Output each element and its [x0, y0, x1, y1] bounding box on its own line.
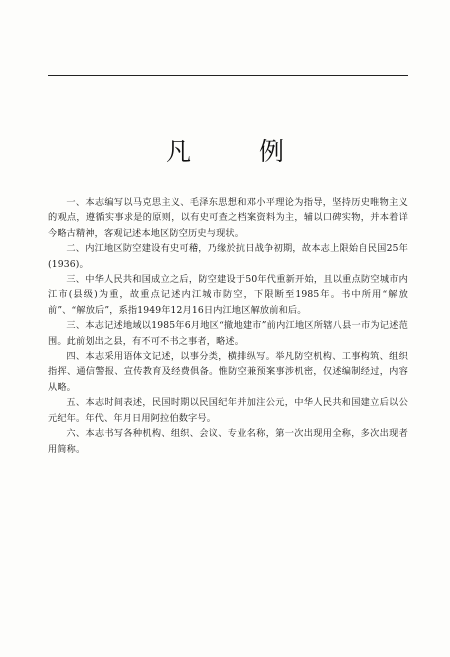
header-rule	[48, 75, 408, 76]
paragraph-3: 三、中华人民共和国成立之后，防空建设于50年代重新开始，且以重点防空城市内江市(县级)为重，故重点记述内江城市防空，下限断至1985年。书中所用“解放前”、“解放后”，系指1949年12月16日内江地区解放前和后。	[48, 274, 408, 316]
paragraph-7: 六、本志书写各种机构、组织、会议、专业名称，第一次出现用全称，多次出现者用简称。	[48, 428, 408, 455]
paragraph-2: 二、内江地区防空建设有史可稽，乃缘於抗日战争初期，故本志上限始自民国25年(1936)。	[48, 243, 408, 270]
paragraph-5: 四、本志采用语体文记述，以事分类，横排纵写。举凡防空机构、工事构筑、组织指挥、通信警报、宣传教育及经费俱备。惟防空兼预案事涉机密，仅述编制经过，内容从略。	[48, 351, 408, 393]
body-text	[48, 195, 408, 457]
page-title: 凡 例	[166, 137, 314, 166]
paragraph-1: 一、本志编写以马克思主义、毛泽东思想和邓小平理论为指导，坚持历史唯物主义的观点，遵循实事求是的原则，以有史可查之档案资料为主，辅以口碑实物，并本着详今略古精神，客观记述本地区防空历史与现状。	[48, 197, 408, 239]
paragraph-6: 五、本志时间表述，民国时期以民国纪年并加注公元，中华人民共和国建立后以公元纪年。年代、年月日用阿拉伯数字号。	[48, 397, 408, 424]
paragraph-4: 三、本志记述地域以1985年6月地区“撤地建市”前内江地区所辖八县一市为记述范围。此前划出之县，有不可不书之事者，略述。	[48, 320, 408, 347]
